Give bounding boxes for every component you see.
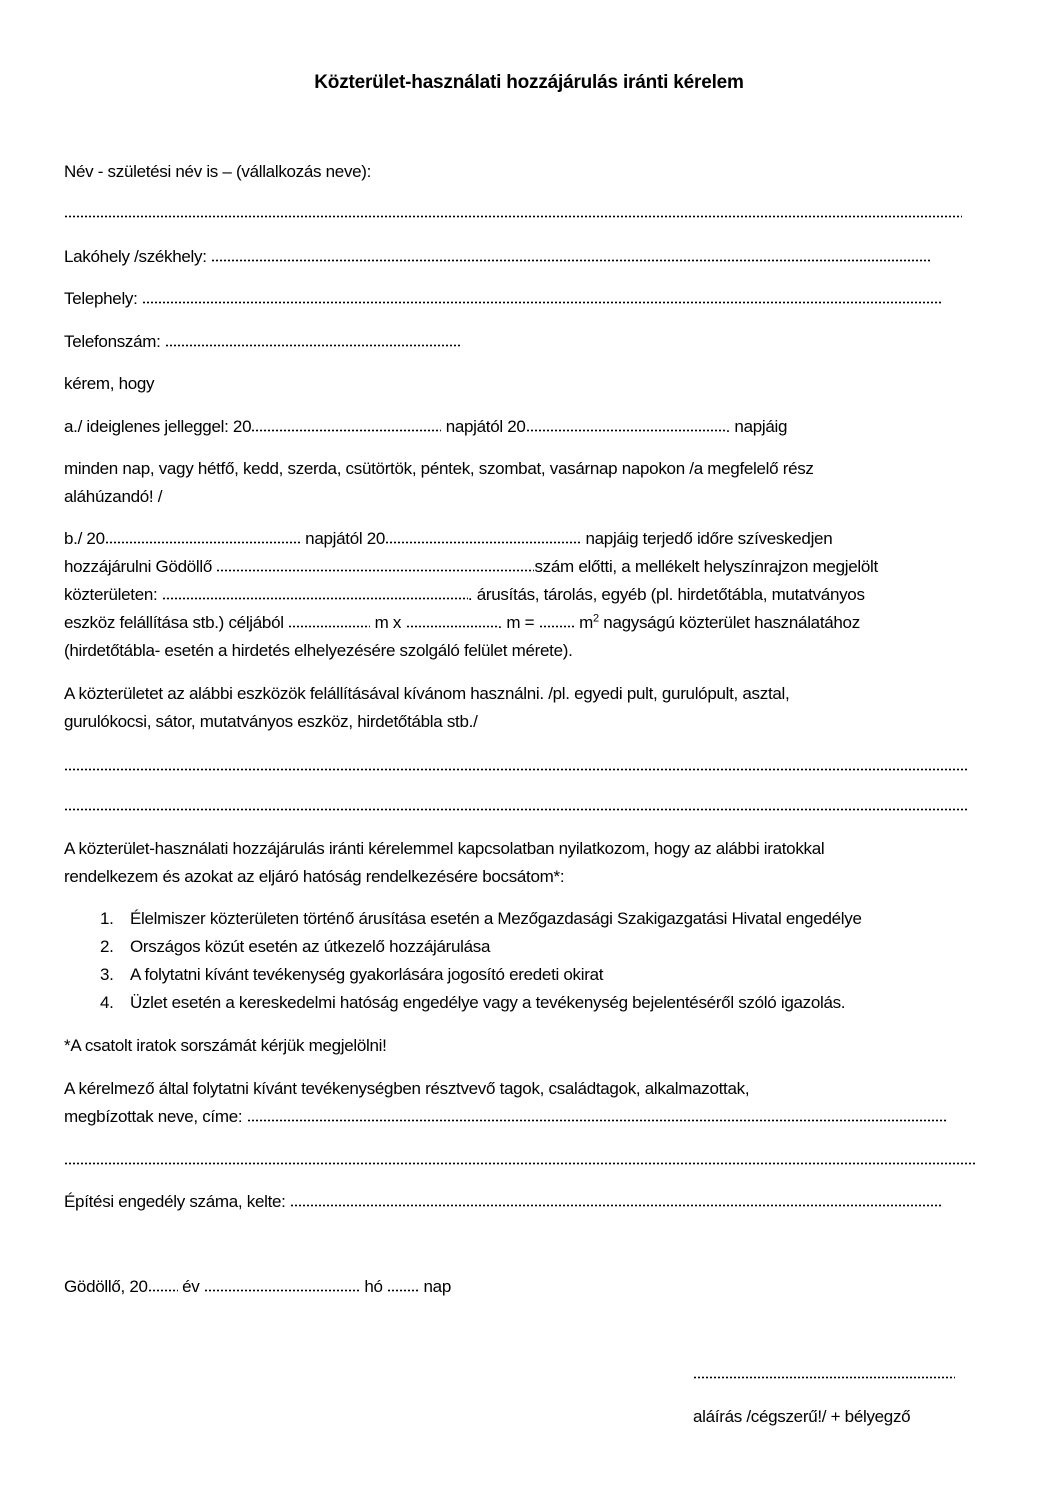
- participants-line2: [64, 1103, 947, 1131]
- phone-fill-line[interactable]: [165, 343, 461, 347]
- section-b-to-fill[interactable]: [385, 540, 581, 544]
- list-number: 1.: [100, 909, 114, 928]
- day-fill[interactable]: [387, 1288, 419, 1292]
- phone-row: [64, 328, 461, 356]
- name-fill-line[interactable]: [64, 215, 962, 219]
- section-b-area-label: közterületen:: [64, 585, 158, 604]
- site-fill-line[interactable]: [142, 300, 942, 304]
- residence-fill-line[interactable]: [211, 258, 931, 262]
- site-row: [64, 285, 942, 313]
- footnote: *A csatolt iratok sorszámát kérjük megjelölni!: [64, 1036, 387, 1055]
- request-intro: kérem, hogy: [64, 374, 155, 393]
- area-fill[interactable]: [539, 624, 575, 628]
- section-b-purpose-label: eszköz felállítása stb.) céljából: [64, 613, 284, 632]
- equipment-line2: gurulókocsi, sátor, mutatványos eszköz, hirdetőtábla stb./: [64, 712, 478, 731]
- section-a-from-label: napjától 20: [445, 417, 526, 436]
- list-text: Üzlet esetén a kereskedelmi hatóság engedélye vagy a tevékenység bejelentéséről szóló igazolás.: [130, 993, 846, 1012]
- participants-label: megbízottak neve, címe:: [64, 1107, 243, 1126]
- section-a-to-fill[interactable]: [526, 428, 726, 432]
- section-b-from-label: napjától 20: [305, 529, 386, 548]
- month-label: hó: [364, 1277, 383, 1296]
- phone-label: Telefonszám:: [64, 332, 161, 351]
- section-b-address-fill[interactable]: [216, 568, 534, 572]
- section-b-to-label: napjáig terjedő időre szíveskedjen: [585, 529, 833, 548]
- page-title: Közterület-használati hozzájárulás iránti kérelem: [314, 72, 744, 93]
- documents-list-item: [100, 933, 490, 961]
- m2-label: m: [579, 613, 594, 632]
- declaration-line1: A közterület-használati hozzájárulás iránti kérelemmel kapcsolatban nyilatkozom, hogy az alábbi iratokkal: [64, 839, 825, 858]
- documents-list-item: [100, 961, 603, 989]
- section-b-line4-end: nagyságú közterület használatához: [603, 613, 860, 632]
- section-b-prefix: b./ 20: [64, 529, 105, 548]
- signature-fill-line[interactable]: [693, 1376, 955, 1380]
- month-fill[interactable]: [204, 1288, 360, 1292]
- list-number: 2.: [100, 937, 114, 956]
- date-row: [64, 1273, 451, 1301]
- list-text: A folytatni kívánt tevékenység gyakorlására jogosító eredeti okirat: [130, 965, 604, 984]
- section-a-to-label: . napjáig: [725, 417, 788, 436]
- date-place: Gödöllő, 20: [64, 1277, 148, 1296]
- section-b-line2-end: szám előtti, a mellékelt helyszínrajzon megjelölt: [534, 557, 878, 576]
- section-b-dates: [64, 525, 832, 553]
- section-b-from-fill[interactable]: [105, 540, 301, 544]
- list-number: 3.: [100, 965, 114, 984]
- year-fill[interactable]: [148, 1288, 178, 1292]
- residence-row: [64, 243, 931, 271]
- day-label: nap: [423, 1277, 451, 1296]
- section-b-location-label: hozzájárulni Gödöllő: [64, 557, 213, 576]
- equipment-line1: A közterületet az alábbi eszközök felállításával kívánom használni. /pl. egyedi pult, gurulópult, asztal,: [64, 684, 790, 703]
- section-b-line2: [64, 553, 878, 581]
- m2-superscript: 2: [593, 612, 599, 625]
- section-b-area-fill[interactable]: [162, 596, 468, 600]
- section-a-dates: [64, 413, 787, 441]
- residence-label: Lakóhely /székhely:: [64, 247, 207, 266]
- documents-list-item: [100, 989, 845, 1017]
- equipment-fill-line-2[interactable]: [64, 808, 967, 812]
- documents-list-item: [100, 905, 862, 933]
- section-b-line3-end: . árusítás, tárolás, egyéb (pl. hirdetőtábla, mutatványos: [467, 585, 865, 604]
- name-label: Név - születési név is – (vállalkozás neve):: [64, 162, 372, 181]
- m-eq-label: . m =: [497, 613, 535, 632]
- section-a-from-fill[interactable]: [251, 428, 441, 432]
- signature-label: aláírás /cégszerű!/ + bélyegző: [693, 1407, 911, 1426]
- building-permit-row: [64, 1188, 942, 1216]
- list-text: Élelmiszer közterületen történő árusítása esetén a Mezőgazdasági Szakigazgatási Hivatal engedélye: [130, 909, 862, 928]
- participants-line1: A kérelmező által folytatni kívánt tevékenységben résztvevő tagok, családtagok, alkalmazottak,: [64, 1079, 750, 1098]
- section-b-line4: [64, 609, 860, 637]
- list-number: 4.: [100, 993, 114, 1012]
- participants-fill-line[interactable]: [247, 1118, 947, 1122]
- equipment-fill-line-1[interactable]: [64, 768, 967, 772]
- building-permit-label: Építési engedély száma, kelte:: [64, 1192, 286, 1211]
- building-permit-fill[interactable]: [290, 1203, 942, 1207]
- section-b-line5: (hirdetőtábla- esetén a hirdetés elhelyezésére szolgáló felület mérete).: [64, 641, 573, 660]
- section-a-prefix: a./ ideiglenes jelleggel: 20: [64, 417, 252, 436]
- list-text: Országos közút esetén az útkezelő hozzájárulása: [130, 937, 491, 956]
- site-label: Telephely:: [64, 289, 138, 308]
- length-fill[interactable]: [406, 624, 498, 628]
- section-a-days-line1: minden nap, vagy hétfő, kedd, szerda, csütörtök, péntek, szombat, vasárnap napokon /a megfelelő rész: [64, 459, 814, 478]
- m-x-label: m x: [374, 613, 402, 632]
- year-label: év: [182, 1277, 200, 1296]
- declaration-line2: rendelkezem és azokat az eljáró hatóság rendelkezésére bocsátom*:: [64, 867, 565, 886]
- width-fill[interactable]: [288, 624, 370, 628]
- participants-fill-line-2[interactable]: [64, 1162, 976, 1166]
- section-a-days-line2: aláhúzandó! /: [64, 487, 163, 506]
- section-b-line3: [64, 581, 865, 609]
